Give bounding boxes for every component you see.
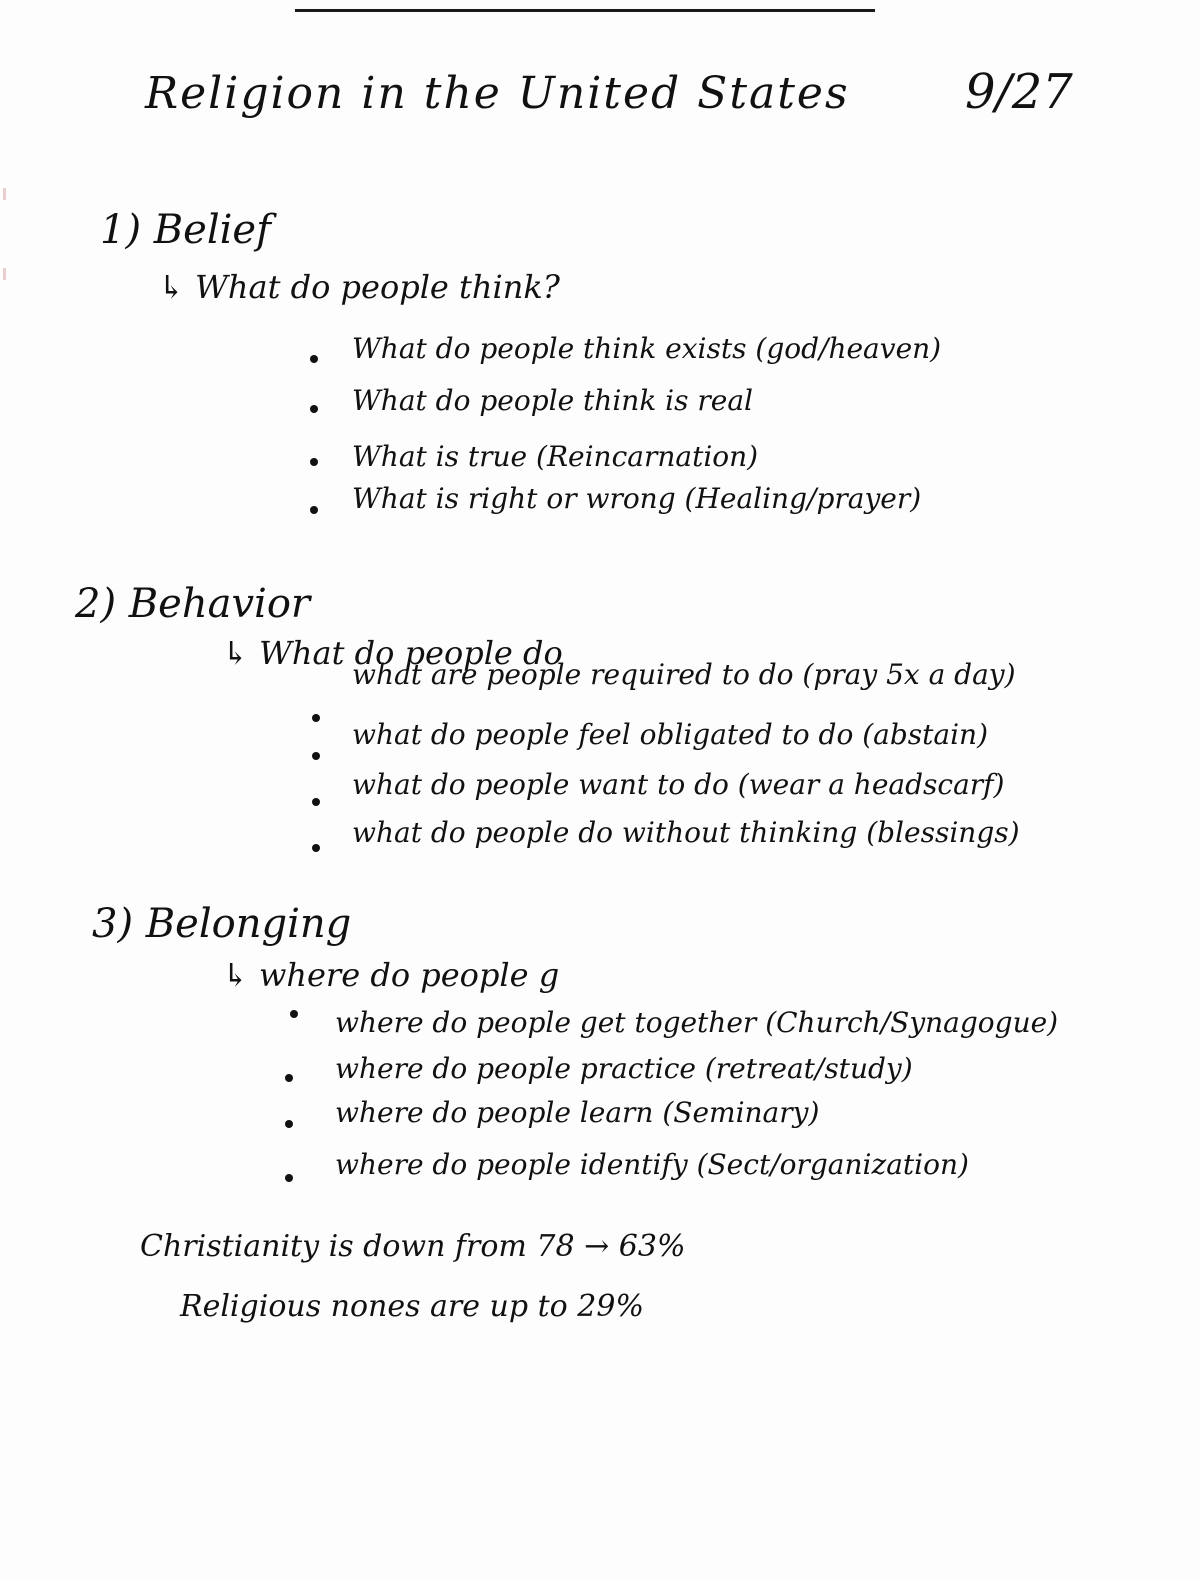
date: 9/27 [965, 64, 1073, 120]
statistic-note: Religious nones are up to 29% [180, 1289, 644, 1324]
belief-item: What do people think exists (god/heaven) [352, 332, 942, 365]
belonging-item: where do people identify (Sect/organization) [335, 1148, 969, 1181]
section-subheading-belonging: ↳ where do people g [222, 956, 560, 994]
behavior-item: what do people feel obligated to do (abstain) [352, 718, 989, 751]
bullet [310, 458, 318, 466]
behavior-item: what do people do without thinking (blessings) [352, 816, 1020, 849]
belief-item: What is true (Reincarnation) [352, 440, 759, 473]
section-heading-belief: 1) Belief [100, 207, 271, 253]
bullet [310, 506, 318, 514]
bullet [285, 1074, 293, 1082]
top-rule [295, 9, 875, 12]
bullet [290, 1010, 298, 1018]
behavior-item: what do people want to do (wear a headscarf) [352, 768, 1005, 801]
statistic-note: Christianity is down from 78 → 63% [140, 1229, 686, 1264]
bullet [285, 1120, 293, 1128]
section-subheading-behavior: ↳ What do people do [222, 634, 563, 672]
bullet [312, 844, 320, 852]
page-title: Religion in the United States [145, 68, 850, 119]
belief-item: What is right or wrong (Healing/prayer) [352, 482, 922, 515]
bullet [312, 752, 320, 760]
margin-mark [3, 188, 6, 200]
section-subheading-belief: ↳ What do people think? [158, 268, 560, 306]
section-heading-belonging: 3) Belonging [92, 901, 352, 947]
bullet [312, 798, 320, 806]
margin-mark [3, 268, 6, 280]
behavior-item: what are people required to do (pray 5x a day) [352, 658, 1016, 691]
section-heading-behavior: 2) Behavior [75, 581, 311, 627]
bullet [310, 355, 318, 363]
belonging-item: where do people learn (Seminary) [335, 1096, 820, 1129]
belief-item: What do people think is real [352, 384, 754, 417]
bullet [312, 714, 320, 722]
belonging-item: where do people practice (retreat/study) [335, 1052, 913, 1085]
belonging-item: where do people get together (Church/Synagogue) [335, 1006, 1059, 1039]
bullet [285, 1174, 293, 1182]
bullet [310, 405, 318, 413]
